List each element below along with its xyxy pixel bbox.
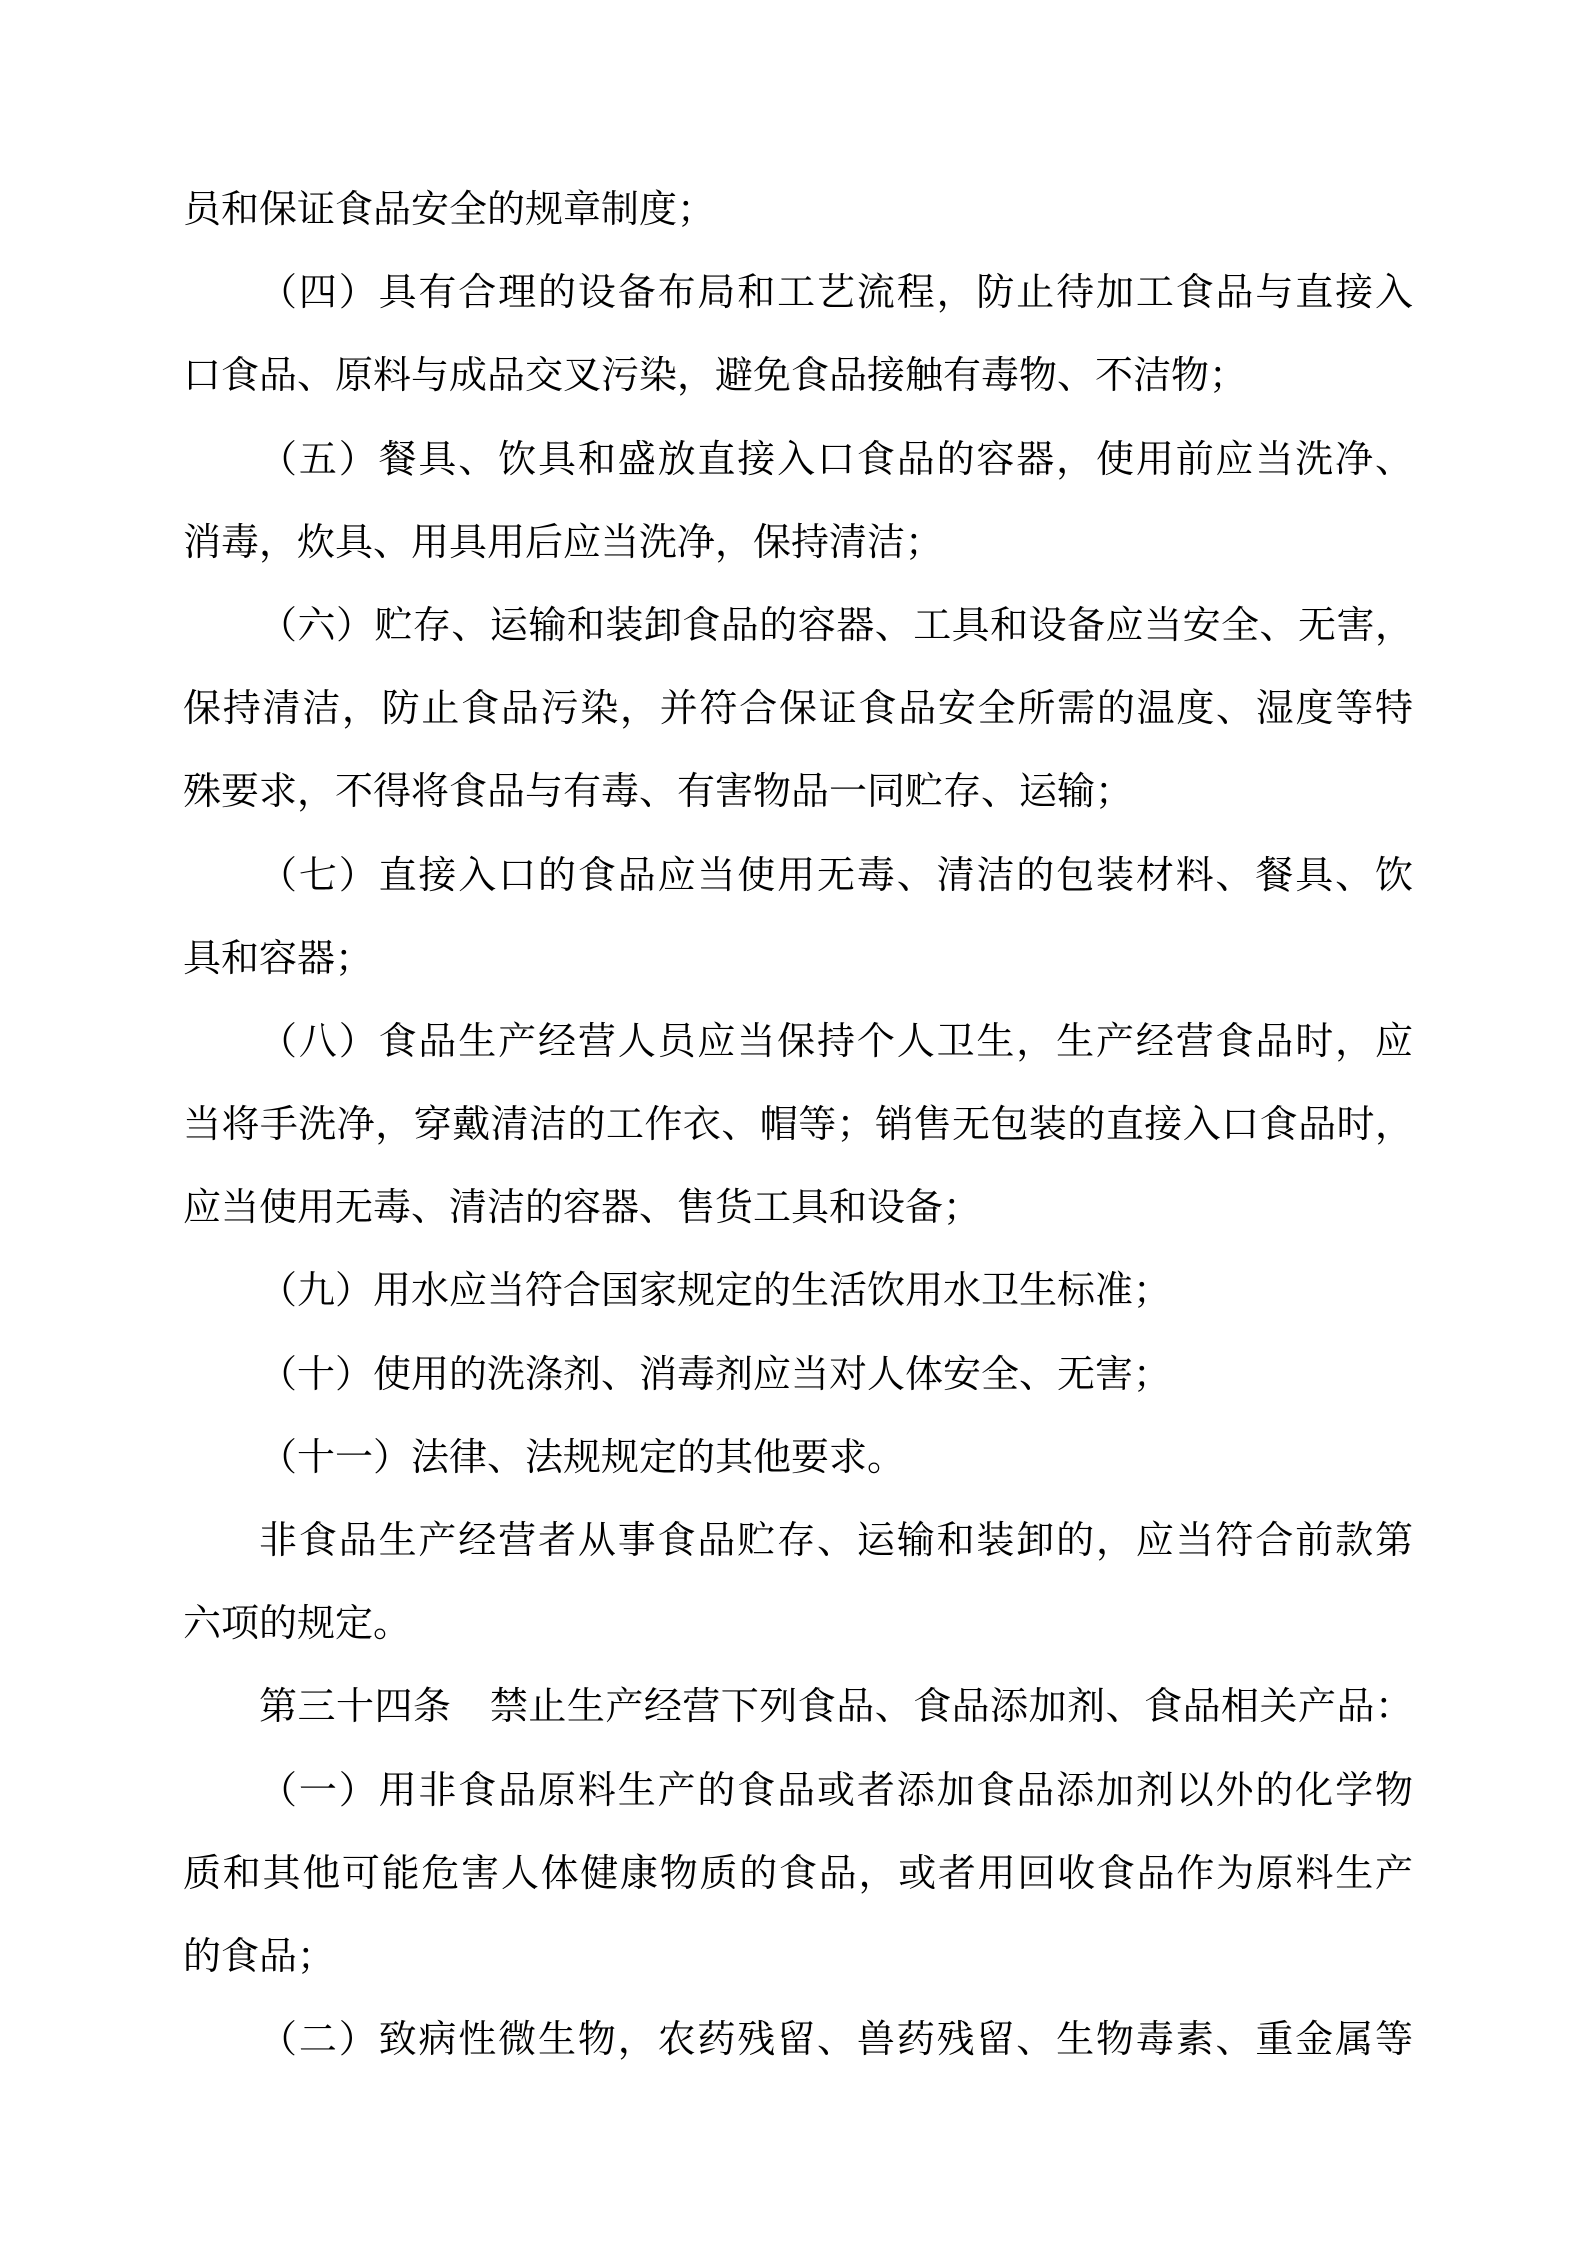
text-line: （七）直接入口的食品应当使用无毒、清洁的包装材料、餐具、饮: [259, 854, 1413, 897]
text-line: 六项的规定。: [183, 1603, 412, 1646]
text-line: 员和保证食品安全的规章制度；: [183, 189, 716, 231]
text-line: （九）用水应当符合国家规定的生活饮用水卫生标准；: [259, 1270, 1172, 1313]
text-line: 的食品；: [183, 1935, 336, 1978]
text-line: （六）贮存、运输和装卸食品的容器、工具和设备应当安全、无害，: [259, 604, 1413, 647]
text-line: （十一）法律、法规规定的其他要求。: [259, 1436, 906, 1479]
text-line: （一）用非食品原料生产的食品或者添加食品添加剂以外的化学物: [259, 1769, 1413, 1812]
text-line: 消毒，炊具、用具用后应当洗净，保持清洁；: [183, 521, 944, 564]
text-line: 具和容器；: [183, 937, 374, 980]
text-line: 非食品生产经营者从事食品贮存、运输和装卸的，应当符合前款第: [259, 1520, 1413, 1562]
text-line: 质和其他可能危害人体健康物质的食品，或者用回收食品作为原料生产: [183, 1852, 1413, 1895]
text-line: 当将手洗净，穿戴清洁的工作衣、帽等；销售无包装的直接入口食品时，: [183, 1104, 1413, 1147]
text-line: （二）致病性微生物，农药残留、兽药残留、生物毒素、重金属等: [259, 2019, 1413, 2062]
text-line: 保持清洁，防止食品污染，并符合保证食品安全所需的温度、湿度等特: [183, 688, 1413, 731]
text-line: 殊要求，不得将食品与有毒、有害物品一同贮存、运输；: [183, 771, 1134, 814]
text-line: （五）餐具、饮具和盛放直接入口食品的容器，使用前应当洗净、: [259, 438, 1413, 481]
text-line: （四）具有合理的设备布局和工艺流程，防止待加工食品与直接入: [259, 272, 1413, 315]
text-line: （八）食品生产经营人员应当保持个人卫生，生产经营食品时，应: [259, 1020, 1413, 1063]
text-line: （十）使用的洗涤剂、消毒剂应当对人体安全、无害；: [259, 1353, 1172, 1396]
text-line: 应当使用无毒、清洁的容器、售货工具和设备；: [183, 1187, 982, 1230]
text-line: 口食品、原料与成品交叉污染，避免食品接触有毒物、不洁物；: [183, 355, 1248, 398]
text-line: 第三十四条 禁止生产经营下列食品、食品添加剂、食品相关产品：: [259, 1686, 1413, 1729]
